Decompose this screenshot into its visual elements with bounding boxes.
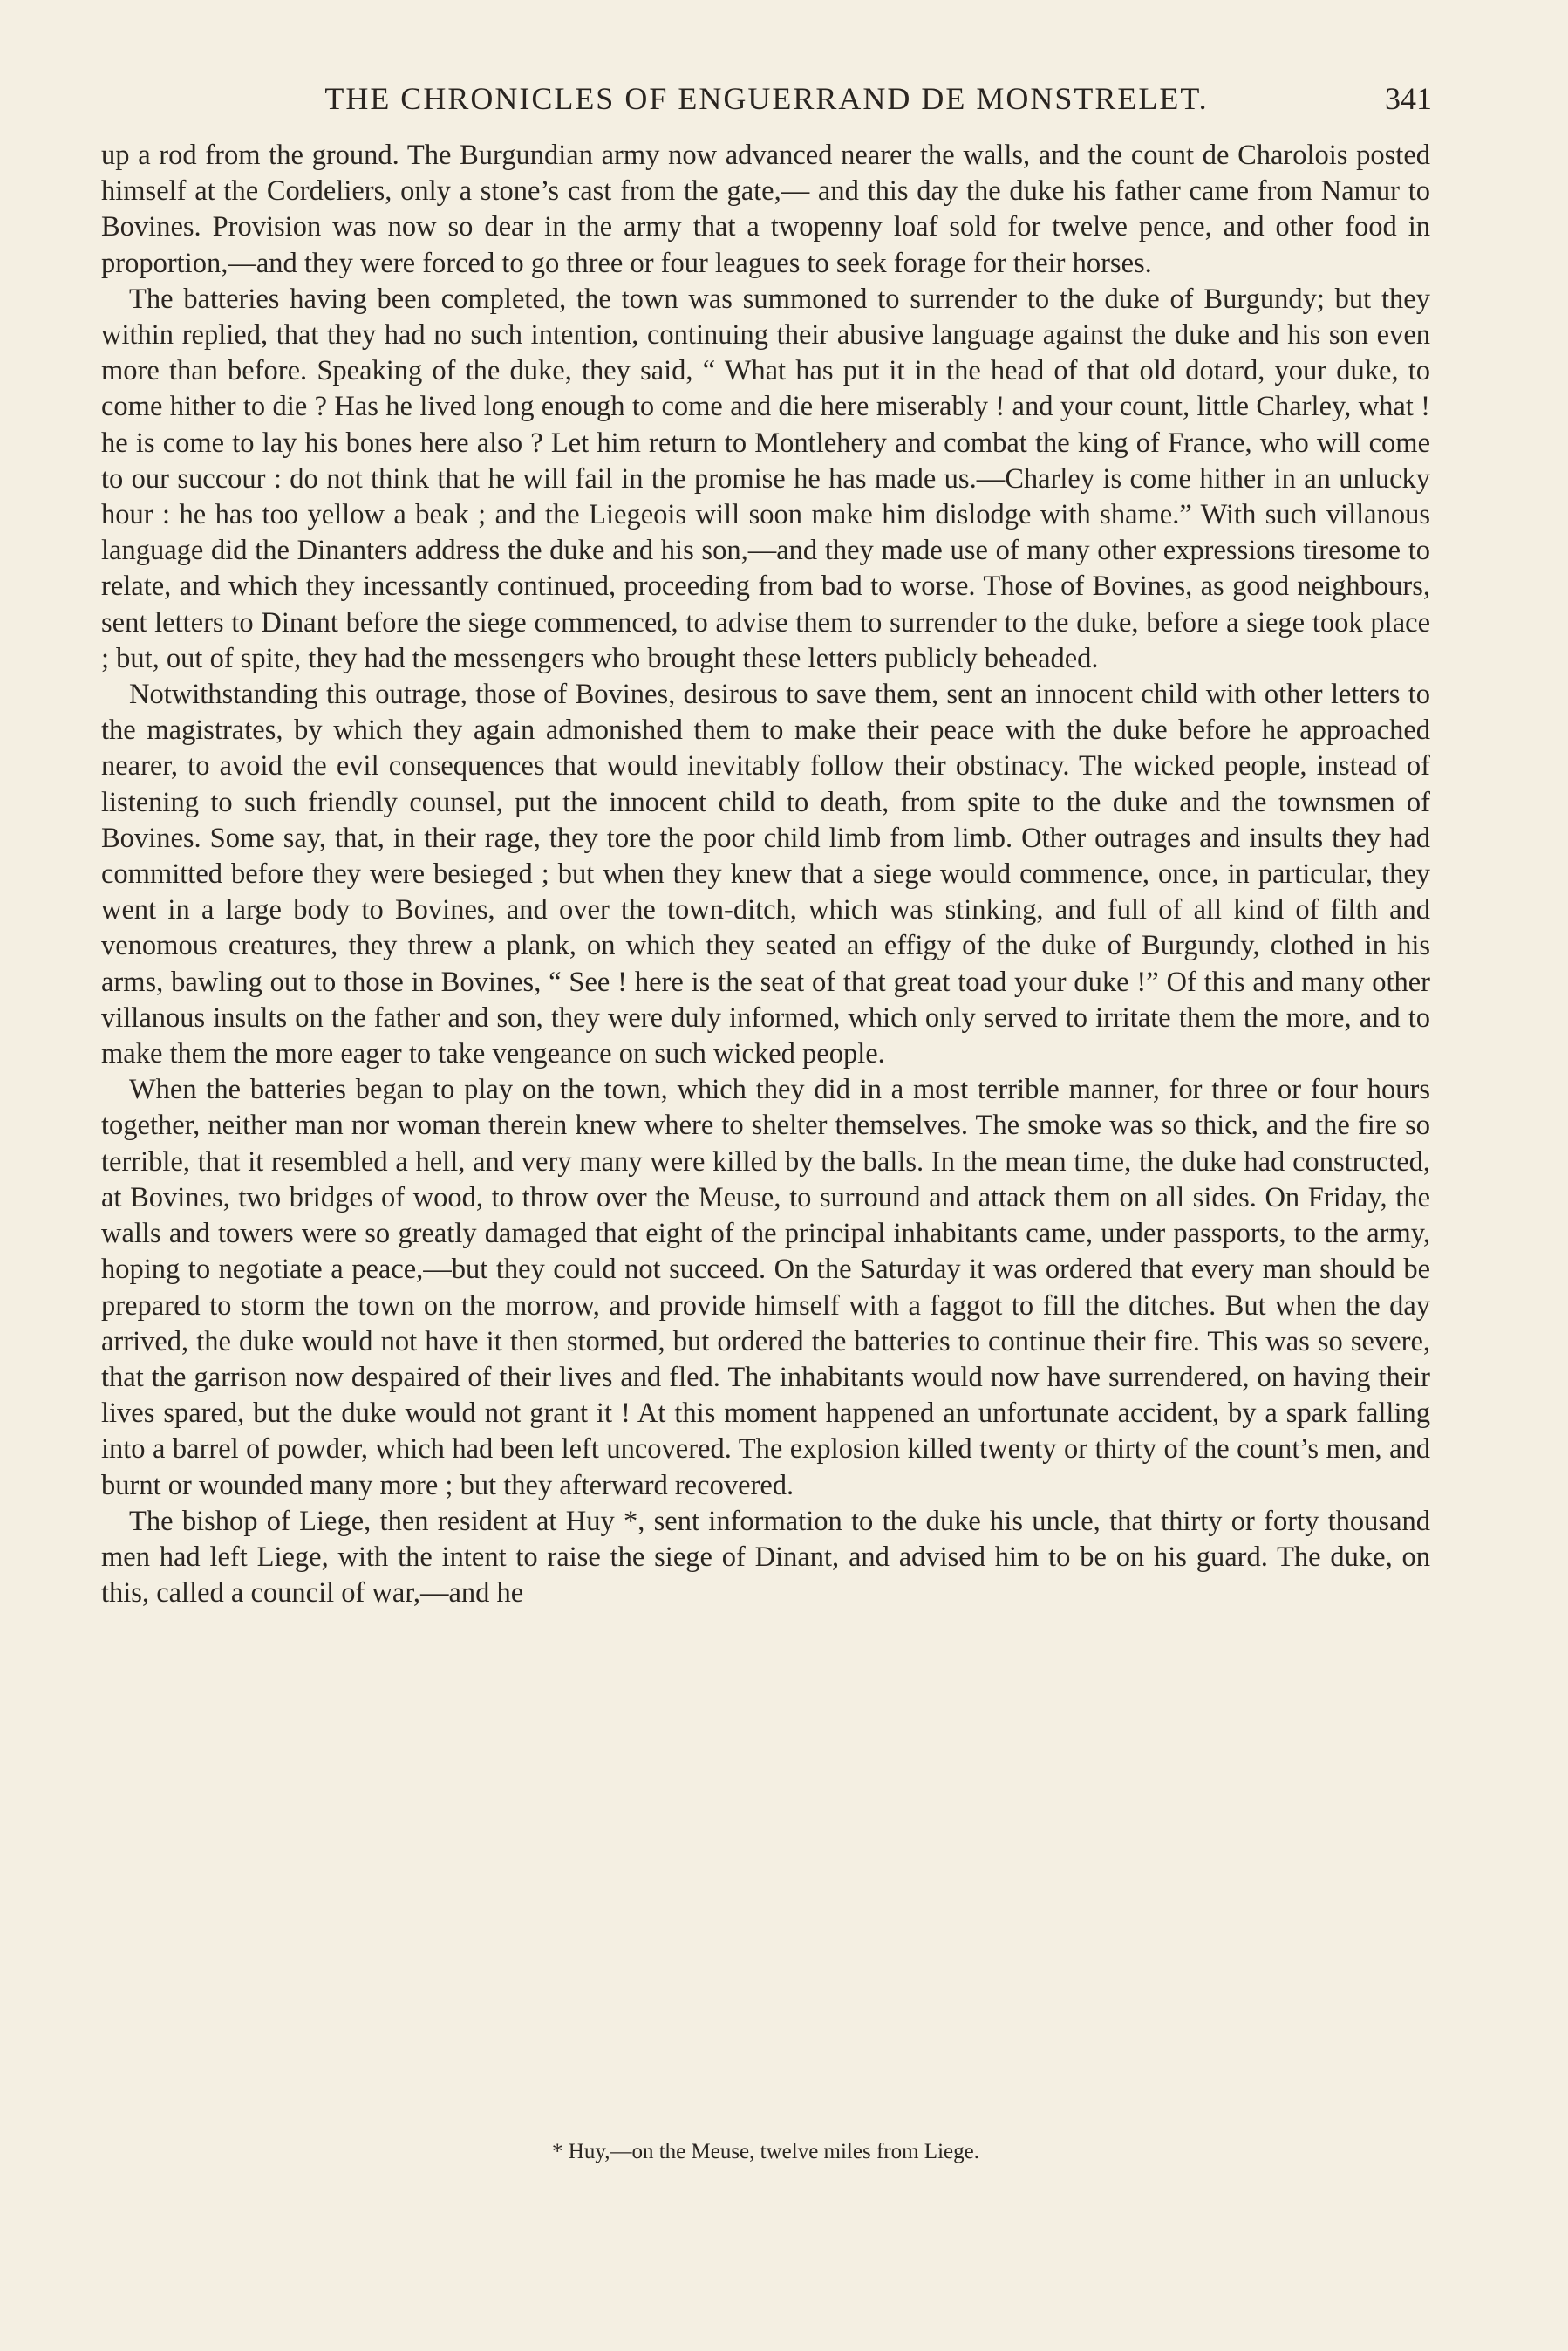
page-number: 341 — [1385, 81, 1432, 116]
paragraph-4: When the batteries began to play on the town, which they did in a most terrible manner, for three or four hours together, neither man nor woman therein knew where to shelter themselves. The smoke was so thick, and the fire so terrible, that it resembled a hell, and very many were killed by the balls. In the mean time, the duke had constructed, at Bovines, two bridges of wood, to throw over the Meuse, to surround and attack them on all sides. On Friday, the walls and towers were so greatly damaged that eight of the principal inhabitants came, under passports, to the army, hoping to negotiate a peace,—but they could not succeed. On the Saturday it was ordered that every man should be prepared to storm the town on the morrow, and provide himself with a faggot to fill the ditches. But when the day arrived, the duke would not have it then stormed, but ordered the batteries to continue their fire. This was so severe, that the garrison now despaired of their lives and fled. The inhabitants would now have surrendered, on having their lives spared, but the duke would not grant it ! At this moment happened an unfortunate accident, by a spark falling into a barrel of powder, which had been left uncovered. The explosion killed twenty or thirty of the count’s men, and burnt or wounded many more ; but they afterward recovered. — [101, 1074, 1430, 1501]
paragraph-1: up a rod from the ground. The Burgundian army now advanced nearer the walls, and the count de Charolois posted himself at the Cordeliers, only a stone’s cast from the gate,— and this day the duke his father came from Namur to Bovines. Provision was now so dear in the army that a twopenny loaf sold for twelve pence, and other food in proportion,—and they were forced to go three or four leagues to seek forage for their horses. — [101, 140, 1430, 279]
running-head — [101, 77, 1432, 120]
footnote: * Huy,—on the Meuse, twelve miles from Liege. — [552, 2140, 979, 2163]
running-title: THE CHRONICLES OF ENGUERRAND DE MONSTRELET. — [324, 81, 1209, 116]
paragraph-2: The batteries having been completed, the town was summoned to surrender to the duke of Burgundy; but they within replied, that they had no such intention, continuing their abusive language against the duke and his son even more than before. Speaking of the duke, they said, “ What has put it in the head of that old dotard, your duke, to come hither to die ? Has he lived long enough to come and die here miserably ! and your count, little Charley, what ! he is come to lay his bones here also ? Let him return to Montlehery and combat the king of France, who will come to our succour : do not think that he will fail in the promise he has made us.—Charley is come hither in an unlucky hour : he has too yellow a beak ; and the Liegeois will soon make him dislodge with shame.” With such villanous language did the Dinanters address the duke and his son,—and they made use of many other expressions tiresome to relate, and which they incessantly continued, proceeding from bad to worse. Those of Bovines, as good neighbours, sent letters to Dinant before the siege commenced, to advise them to surrender to the duke, before a siege took place ; but, out of spite, they had the messengers who brought these letters publicly beheaded. — [101, 283, 1430, 674]
paragraph-5: The bishop of Liege, then resident at Huy *, sent information to the duke his uncle, that thirty or forty thousand men had left Liege, with the intent to raise the siege of Dinant, and advised him to be on his guard. The duke, on this, called a council of war,—and he — [101, 1505, 1430, 1609]
body-text — [101, 138, 1430, 1611]
paragraph-3: Notwithstanding this outrage, those of Bovines, desirous to save them, sent an innocent child with other letters to the magistrates, by which they again admonished them to make their peace with the duke before he approached nearer, to avoid the evil consequences that would inevitably follow their obstinacy. The wicked people, instead of listening to such friendly counsel, put the innocent child to death, from spite to the duke and the townsmen of Bovines. Some say, that, in their rage, they tore the poor child limb from limb. Other outrages and insults they had committed before they were besieged ; but when they knew that a siege would commence, once, in particular, they went in a large body to Bovines, and over the town-ditch, which was stinking, and full of all kind of filth and venomous creatures, they threw a plank, on which they seated an effigy of the duke of Burgundy, clothed in his arms, bawling out to those in Bovines, “ See ! here is the seat of that great toad your duke !” Of this and many other villanous insults on the father and son, they were duly informed, which only served to irritate them the more, and to make them the more eager to take vengeance on such wicked people. — [101, 679, 1430, 1070]
